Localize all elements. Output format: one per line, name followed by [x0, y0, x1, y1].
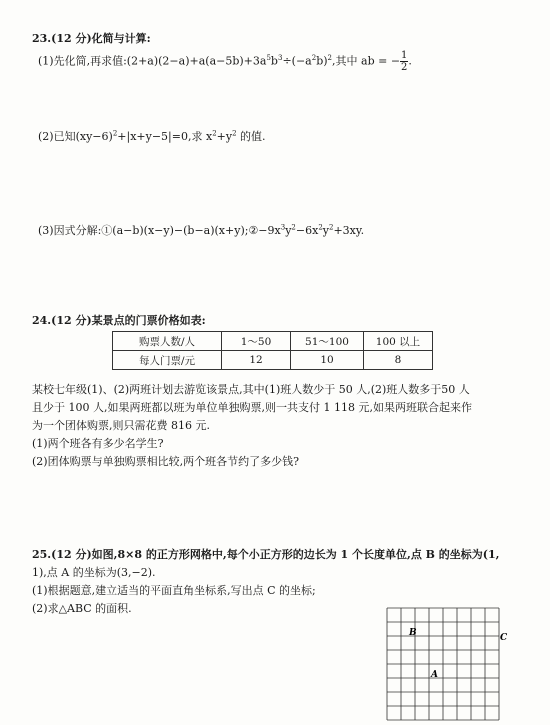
fraction-one-half: $\frac{1}{2}$ — [401, 50, 408, 73]
table-cell: 8 — [364, 351, 433, 370]
q24-header: 24.(12 分)某景点的门票价格如表: — [32, 314, 206, 327]
table-cell: 每人门票/元 — [113, 351, 222, 370]
q23-header: 23.(12 分)化简与计算: — [32, 32, 151, 45]
table-cell: 10 — [291, 351, 364, 370]
paragraph-line: 为一个团体购票,则只需花费 816 元. — [32, 419, 210, 432]
q23-part3: (3)因式分解$:①(a-b)(x-y)-(b-a)(x+y);②-9x^3y^2-6x^2y^2+3xy$. — [38, 223, 365, 237]
ticket-price-table — [112, 331, 433, 370]
point-a-label: A — [431, 670, 438, 680]
q23-part2: (2)已知$(xy-6)^2+|x+y-5|=0$,求 $x^2+y^2$ 的值. — [38, 129, 266, 143]
subquestion-1: (1)两个班各有多少名学生? — [32, 437, 164, 450]
point-c-label: C — [500, 633, 508, 643]
paragraph-line: 25.(12 分)如图,8×8 的正方形网格中,每个小正方形的边长为 1 个长度单位,点 B 的坐标为(1, — [32, 548, 500, 561]
table-cell: 100 以上 — [364, 332, 433, 351]
paragraph-line: 且少于 100 人,如果两班都以班为单位单独购票,则一共支付 1 118 元,如果两班联合起来作 — [32, 401, 472, 414]
square-grid-figure — [385, 606, 510, 721]
table-row — [113, 332, 433, 351]
q24-paragraph — [32, 381, 472, 471]
paragraph-line: 某校七年级(1)、(2)两班计划去游览该景点,其中(1)班人数少于 50 人,(2)班人数多于50 人 — [32, 383, 470, 396]
table-cell: 1～50 — [222, 332, 291, 351]
table-cell: 购票人数/人 — [113, 332, 222, 351]
point-b-label: B — [409, 628, 417, 638]
q23-part1: (1)先化简,再求值$:(2+a)(2-a)+a(a-5b)+3a^5b^3\div(-a^2b)^2$,其中 ab = − $\frac{1}{2}$ . — [38, 50, 412, 73]
subquestion-1: (1)根据题意,建立适当的平面直角坐标系,写出点 C 的坐标; — [32, 584, 316, 597]
table-row — [113, 351, 433, 370]
paragraph-line: 1),点 A 的坐标为(3,−2). — [32, 566, 156, 579]
subquestion-2: (2)求△ABC 的面积. — [32, 602, 132, 615]
table-cell: 51～100 — [291, 332, 364, 351]
subquestion-2: (2)团体购票与单独购票相比较,两个班各节约了多少钱? — [32, 455, 299, 468]
table-cell: 12 — [222, 351, 291, 370]
grid-lines — [387, 608, 499, 720]
